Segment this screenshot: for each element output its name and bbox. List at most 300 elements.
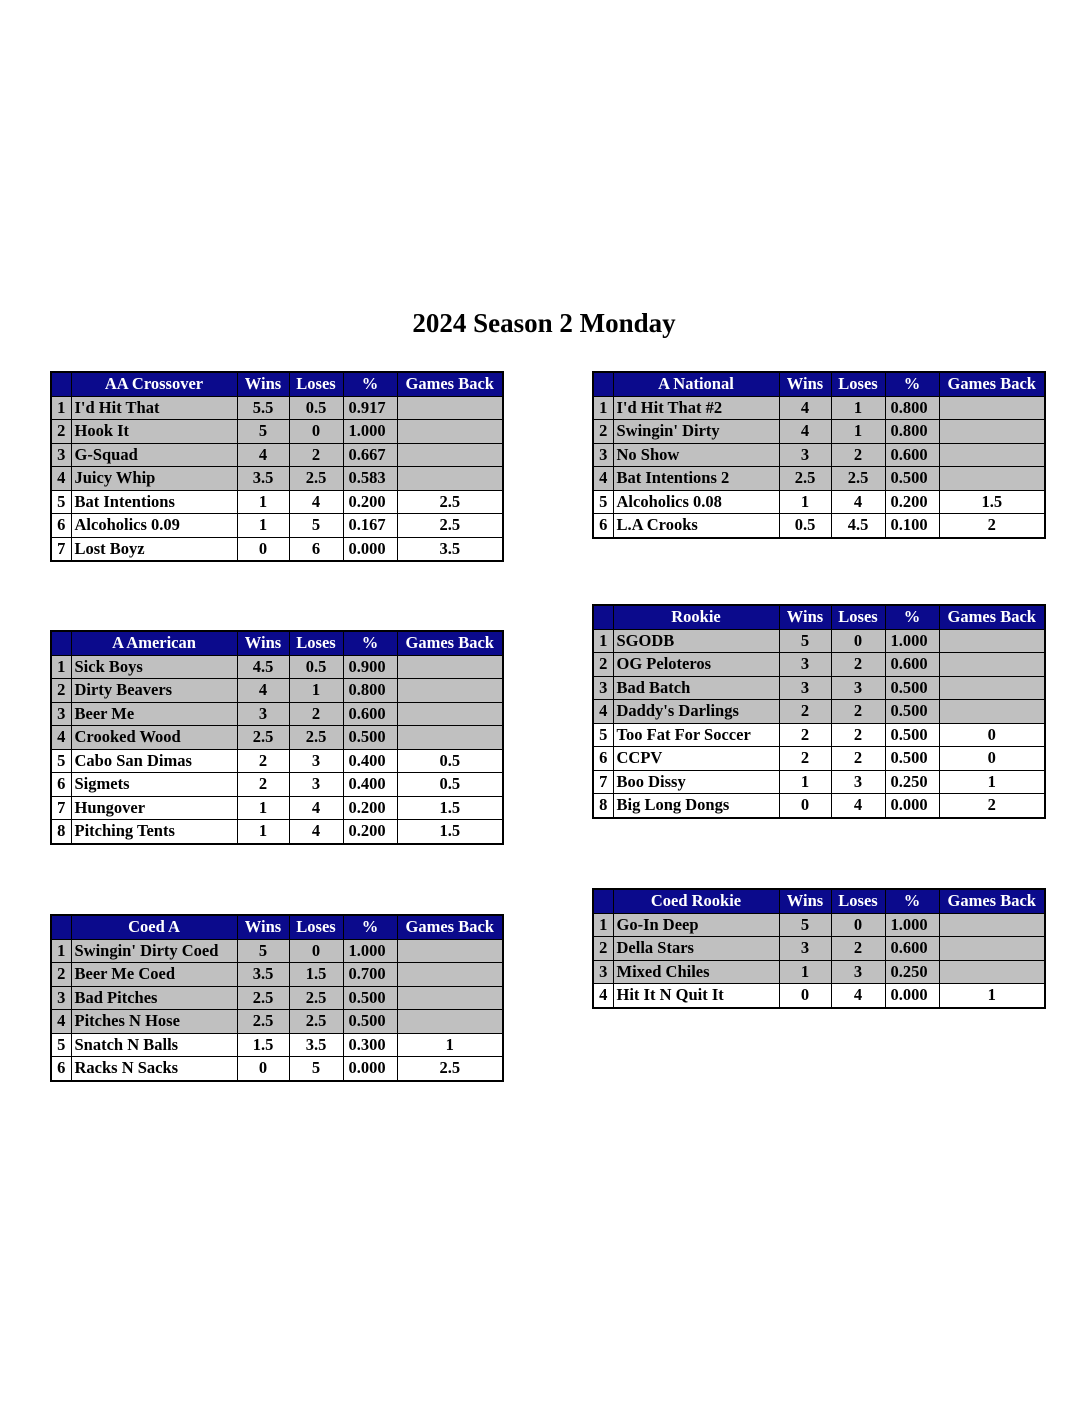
pct-cell: 0.917 (343, 396, 397, 420)
loses-cell: 3 (289, 749, 343, 773)
games-back-cell (939, 700, 1045, 724)
wins-cell: 1 (779, 960, 831, 984)
team-name-cell: Beer Me (71, 702, 237, 726)
wins-cell: 1 (237, 514, 289, 538)
table-row (51, 1033, 503, 1057)
table-row (593, 653, 1045, 677)
games-back-header: Games Back (397, 915, 503, 939)
team-name-cell: Bat Intentions (71, 490, 237, 514)
division-name: AA Crossover (71, 372, 237, 396)
table-row (593, 747, 1045, 771)
rank-cell: 3 (593, 960, 613, 984)
pct-header: % (885, 372, 939, 396)
rank-cell: 4 (593, 700, 613, 724)
wins-cell: 2.5 (237, 1010, 289, 1034)
wins-cell: 0 (237, 537, 289, 561)
games-back-cell: 1.5 (397, 820, 503, 844)
wins-cell: 2 (237, 773, 289, 797)
wins-cell: 5 (779, 913, 831, 937)
header-row (51, 372, 503, 396)
pct-cell: 0.100 (885, 514, 939, 538)
rank-cell: 2 (593, 937, 613, 961)
loses-cell: 4 (289, 796, 343, 820)
division-name: A American (71, 631, 237, 655)
pct-cell: 0.500 (343, 1010, 397, 1034)
games-back-cell (397, 726, 503, 750)
loses-cell: 2 (831, 700, 885, 724)
loses-cell: 0 (831, 629, 885, 653)
rank-cell: 5 (593, 723, 613, 747)
table-row (593, 700, 1045, 724)
pct-cell: 0.250 (885, 960, 939, 984)
table-row (51, 490, 503, 514)
games-back-cell (397, 396, 503, 420)
games-back-cell: 0 (939, 723, 1045, 747)
loses-cell: 2 (831, 937, 885, 961)
wins-cell: 0.5 (779, 514, 831, 538)
pct-cell: 0.667 (343, 443, 397, 467)
division-name: A National (613, 372, 779, 396)
rank-header-cell (593, 605, 613, 629)
wins-cell: 0 (779, 794, 831, 818)
pct-cell: 1.000 (343, 939, 397, 963)
team-name-cell: G-Squad (71, 443, 237, 467)
rank-cell: 4 (593, 467, 613, 491)
team-name-cell: Hit It N Quit It (613, 984, 779, 1008)
team-name-cell: Racks N Sacks (71, 1057, 237, 1081)
table-row (51, 537, 503, 561)
loses-cell: 1 (289, 679, 343, 703)
team-name-cell: CCPV (613, 747, 779, 771)
games-back-cell (939, 629, 1045, 653)
games-back-cell: 2 (939, 514, 1045, 538)
games-back-cell: 1 (397, 1033, 503, 1057)
wins-cell: 1 (237, 820, 289, 844)
games-back-header: Games Back (939, 605, 1045, 629)
games-back-cell (939, 420, 1045, 444)
table-row (51, 467, 503, 491)
header-row (593, 889, 1045, 913)
rank-cell: 2 (51, 420, 71, 444)
loses-cell: 4.5 (831, 514, 885, 538)
wins-cell: 1.5 (237, 1033, 289, 1057)
team-name-cell: Daddy's Darlings (613, 700, 779, 724)
wins-cell: 2.5 (237, 986, 289, 1010)
pct-cell: 0.300 (343, 1033, 397, 1057)
table-row (51, 986, 503, 1010)
pct-cell: 0.900 (343, 655, 397, 679)
table-row (51, 726, 503, 750)
loses-cell: 3 (289, 773, 343, 797)
team-name-cell: Bad Batch (613, 676, 779, 700)
games-back-cell (939, 937, 1045, 961)
loses-cell: 0.5 (289, 396, 343, 420)
games-back-cell (397, 679, 503, 703)
wins-cell: 3 (779, 443, 831, 467)
table-row (593, 514, 1045, 538)
games-back-cell (939, 960, 1045, 984)
table-row (593, 794, 1045, 818)
loses-header: Loses (289, 372, 343, 396)
loses-cell: 1 (831, 396, 885, 420)
games-back-cell (397, 655, 503, 679)
loses-cell: 0 (289, 420, 343, 444)
rank-cell: 1 (593, 913, 613, 937)
wins-cell: 3.5 (237, 963, 289, 987)
rank-header-cell (593, 372, 613, 396)
games-back-header: Games Back (939, 372, 1045, 396)
team-name-cell: Cabo San Dimas (71, 749, 237, 773)
standings-table-coed-a (50, 914, 504, 1082)
games-back-cell (939, 653, 1045, 677)
rank-cell: 3 (51, 702, 71, 726)
pct-cell: 0.200 (885, 490, 939, 514)
standings-table-rookie (592, 604, 1046, 819)
team-name-cell: Too Fat For Soccer (613, 723, 779, 747)
pct-cell: 0.800 (885, 420, 939, 444)
wins-cell: 2.5 (779, 467, 831, 491)
games-back-cell (397, 467, 503, 491)
rank-header-cell (593, 889, 613, 913)
pct-header: % (885, 605, 939, 629)
games-back-cell (939, 443, 1045, 467)
team-name-cell: Hook It (71, 420, 237, 444)
standings-table-aa-crossover (50, 371, 504, 562)
games-back-cell (397, 1010, 503, 1034)
pct-cell: 0.400 (343, 773, 397, 797)
games-back-cell: 1.5 (397, 796, 503, 820)
wins-cell: 3 (237, 702, 289, 726)
loses-cell: 4 (831, 984, 885, 1008)
pct-cell: 0.500 (885, 467, 939, 491)
games-back-header: Games Back (397, 372, 503, 396)
pct-cell: 0.400 (343, 749, 397, 773)
team-name-cell: Swingin' Dirty (613, 420, 779, 444)
team-name-cell: Crooked Wood (71, 726, 237, 750)
team-name-cell: Swingin' Dirty Coed (71, 939, 237, 963)
loses-cell: 3 (831, 770, 885, 794)
loses-cell: 2.5 (289, 1010, 343, 1034)
team-name-cell: Sigmets (71, 773, 237, 797)
team-name-cell: L.A Crooks (613, 514, 779, 538)
wins-cell: 4 (779, 396, 831, 420)
pct-cell: 1.000 (885, 913, 939, 937)
wins-cell: 4 (237, 679, 289, 703)
table-row (51, 796, 503, 820)
loses-cell: 2 (831, 443, 885, 467)
loses-cell: 3.5 (289, 1033, 343, 1057)
rank-cell: 1 (593, 396, 613, 420)
pct-cell: 0.200 (343, 796, 397, 820)
wins-header: Wins (779, 372, 831, 396)
games-back-cell (939, 396, 1045, 420)
rank-cell: 7 (593, 770, 613, 794)
wins-header: Wins (779, 889, 831, 913)
loses-cell: 4 (831, 794, 885, 818)
team-name-cell: Go-In Deep (613, 913, 779, 937)
table-row (51, 420, 503, 444)
team-name-cell: Alcoholics 0.08 (613, 490, 779, 514)
standings-table-a-national (592, 371, 1046, 539)
wins-cell: 4 (779, 420, 831, 444)
games-back-cell: 3.5 (397, 537, 503, 561)
pct-header: % (885, 889, 939, 913)
team-name-cell: Boo Dissy (613, 770, 779, 794)
games-back-cell (397, 986, 503, 1010)
wins-cell: 3 (779, 937, 831, 961)
rank-cell: 4 (51, 726, 71, 750)
table-row (51, 1010, 503, 1034)
team-name-cell: Alcoholics 0.09 (71, 514, 237, 538)
rank-cell: 3 (593, 443, 613, 467)
pct-cell: 0.600 (885, 937, 939, 961)
team-name-cell: Pitches N Hose (71, 1010, 237, 1034)
loses-header: Loses (831, 372, 885, 396)
loses-cell: 3 (831, 960, 885, 984)
rank-cell: 4 (51, 1010, 71, 1034)
games-back-cell: 1.5 (939, 490, 1045, 514)
loses-cell: 5 (289, 1057, 343, 1081)
rank-cell: 7 (51, 796, 71, 820)
loses-cell: 2.5 (289, 726, 343, 750)
division-name: Coed A (71, 915, 237, 939)
loses-cell: 4 (289, 490, 343, 514)
table-row (51, 702, 503, 726)
rank-cell: 8 (593, 794, 613, 818)
wins-cell: 0 (237, 1057, 289, 1081)
loses-cell: 2 (831, 723, 885, 747)
rank-cell: 4 (51, 467, 71, 491)
table-row (593, 676, 1045, 700)
games-back-cell (397, 443, 503, 467)
team-name-cell: Hungover (71, 796, 237, 820)
table-row (51, 396, 503, 420)
table-row (593, 629, 1045, 653)
rank-header-cell (51, 915, 71, 939)
loses-cell: 3 (831, 676, 885, 700)
pct-cell: 1.000 (885, 629, 939, 653)
wins-header: Wins (779, 605, 831, 629)
team-name-cell: Della Stars (613, 937, 779, 961)
games-back-cell: 1 (939, 984, 1045, 1008)
pct-cell: 1.000 (343, 420, 397, 444)
table-row (51, 939, 503, 963)
rank-cell: 3 (51, 443, 71, 467)
table-row (593, 960, 1045, 984)
pct-cell: 0.250 (885, 770, 939, 794)
games-back-cell: 2.5 (397, 490, 503, 514)
team-name-cell: No Show (613, 443, 779, 467)
page-title: 2024 Season 2 Monday (412, 308, 676, 338)
rank-cell: 2 (593, 420, 613, 444)
rank-cell: 4 (593, 984, 613, 1008)
loses-header: Loses (289, 915, 343, 939)
header-row (593, 372, 1045, 396)
division-name: Coed Rookie (613, 889, 779, 913)
wins-cell: 2 (779, 700, 831, 724)
team-name-cell: Pitching Tents (71, 820, 237, 844)
division-name: Rookie (613, 605, 779, 629)
wins-cell: 1 (779, 490, 831, 514)
wins-cell: 3.5 (237, 467, 289, 491)
games-back-cell (939, 467, 1045, 491)
games-back-cell: 2.5 (397, 514, 503, 538)
wins-header: Wins (237, 372, 289, 396)
games-back-cell: 0.5 (397, 749, 503, 773)
team-name-cell: Juicy Whip (71, 467, 237, 491)
table-row (51, 820, 503, 844)
loses-cell: 2.5 (289, 986, 343, 1010)
pct-cell: 0.200 (343, 820, 397, 844)
loses-cell: 2 (831, 747, 885, 771)
team-name-cell: I'd Hit That #2 (613, 396, 779, 420)
wins-cell: 5 (237, 420, 289, 444)
rank-header-cell (51, 372, 71, 396)
table-row (593, 770, 1045, 794)
rank-cell: 1 (593, 629, 613, 653)
table-row (51, 443, 503, 467)
standings-table-coed-rookie (592, 888, 1046, 1009)
wins-cell: 2 (779, 747, 831, 771)
pct-cell: 0.500 (343, 986, 397, 1010)
pct-cell: 0.800 (343, 679, 397, 703)
team-name-cell: Bat Intentions 2 (613, 467, 779, 491)
loses-cell: 4 (831, 490, 885, 514)
rank-cell: 5 (51, 490, 71, 514)
games-back-cell: 2.5 (397, 1057, 503, 1081)
table-row (51, 1057, 503, 1081)
games-back-header: Games Back (939, 889, 1045, 913)
pct-cell: 0.500 (343, 726, 397, 750)
rank-cell: 5 (593, 490, 613, 514)
pct-cell: 0.500 (885, 700, 939, 724)
games-back-cell (397, 420, 503, 444)
wins-cell: 2 (779, 723, 831, 747)
team-name-cell: Sick Boys (71, 655, 237, 679)
rank-cell: 5 (51, 749, 71, 773)
team-name-cell: Snatch N Balls (71, 1033, 237, 1057)
games-back-cell (939, 913, 1045, 937)
loses-cell: 2 (289, 702, 343, 726)
pct-cell: 0.600 (343, 702, 397, 726)
wins-cell: 5.5 (237, 396, 289, 420)
pct-header: % (343, 631, 397, 655)
wins-header: Wins (237, 631, 289, 655)
pct-cell: 0.000 (885, 794, 939, 818)
pct-header: % (343, 915, 397, 939)
rank-cell: 3 (51, 986, 71, 1010)
loses-cell: 5 (289, 514, 343, 538)
loses-cell: 4 (289, 820, 343, 844)
table-row (593, 937, 1045, 961)
games-back-cell: 0 (939, 747, 1045, 771)
wins-cell: 3 (779, 653, 831, 677)
wins-cell: 0 (779, 984, 831, 1008)
table-row (51, 679, 503, 703)
loses-cell: 0 (831, 913, 885, 937)
table-row (51, 655, 503, 679)
wins-cell: 4.5 (237, 655, 289, 679)
table-row (593, 984, 1045, 1008)
table-row (593, 490, 1045, 514)
pct-cell: 0.700 (343, 963, 397, 987)
table-row (593, 913, 1045, 937)
games-back-cell: 0.5 (397, 773, 503, 797)
rank-cell: 7 (51, 537, 71, 561)
loses-header: Loses (831, 889, 885, 913)
loses-cell: 1 (831, 420, 885, 444)
team-name-cell: I'd Hit That (71, 396, 237, 420)
team-name-cell: Mixed Chiles (613, 960, 779, 984)
rank-header-cell (51, 631, 71, 655)
rank-cell: 8 (51, 820, 71, 844)
team-name-cell: Beer Me Coed (71, 963, 237, 987)
pct-cell: 0.000 (885, 984, 939, 1008)
wins-cell: 3 (779, 676, 831, 700)
wins-header: Wins (237, 915, 289, 939)
wins-cell: 2.5 (237, 726, 289, 750)
team-name-cell: Big Long Dongs (613, 794, 779, 818)
header-row (51, 915, 503, 939)
wins-cell: 4 (237, 443, 289, 467)
wins-cell: 1 (237, 796, 289, 820)
loses-cell: 2 (831, 653, 885, 677)
rank-cell: 1 (51, 396, 71, 420)
wins-cell: 5 (779, 629, 831, 653)
games-back-cell: 2 (939, 794, 1045, 818)
pct-cell: 0.500 (885, 723, 939, 747)
table-row (593, 396, 1045, 420)
loses-cell: 2.5 (289, 467, 343, 491)
rank-cell: 5 (51, 1033, 71, 1057)
pct-cell: 0.600 (885, 653, 939, 677)
rank-cell: 1 (51, 939, 71, 963)
loses-cell: 0.5 (289, 655, 343, 679)
team-name-cell: OG Peloteros (613, 653, 779, 677)
table-row (593, 443, 1045, 467)
loses-cell: 2 (289, 443, 343, 467)
rank-cell: 2 (593, 653, 613, 677)
rank-cell: 6 (51, 514, 71, 538)
team-name-cell: Lost Boyz (71, 537, 237, 561)
table-row (593, 723, 1045, 747)
header-row (51, 631, 503, 655)
loses-cell: 6 (289, 537, 343, 561)
team-name-cell: Bad Pitches (71, 986, 237, 1010)
rank-cell: 1 (51, 655, 71, 679)
loses-cell: 2.5 (831, 467, 885, 491)
wins-cell: 1 (237, 490, 289, 514)
pct-cell: 0.000 (343, 537, 397, 561)
games-back-cell: 1 (939, 770, 1045, 794)
table-row (51, 773, 503, 797)
table-row (593, 467, 1045, 491)
pct-cell: 0.800 (885, 396, 939, 420)
rank-cell: 6 (51, 773, 71, 797)
games-back-header: Games Back (397, 631, 503, 655)
pct-cell: 0.200 (343, 490, 397, 514)
rank-cell: 6 (51, 1057, 71, 1081)
games-back-cell (397, 939, 503, 963)
pct-cell: 0.500 (885, 747, 939, 771)
pct-cell: 0.583 (343, 467, 397, 491)
loses-cell: 0 (289, 939, 343, 963)
standings-table-a-american (50, 630, 504, 845)
table-row (51, 963, 503, 987)
wins-cell: 1 (779, 770, 831, 794)
rank-cell: 3 (593, 676, 613, 700)
loses-header: Loses (831, 605, 885, 629)
